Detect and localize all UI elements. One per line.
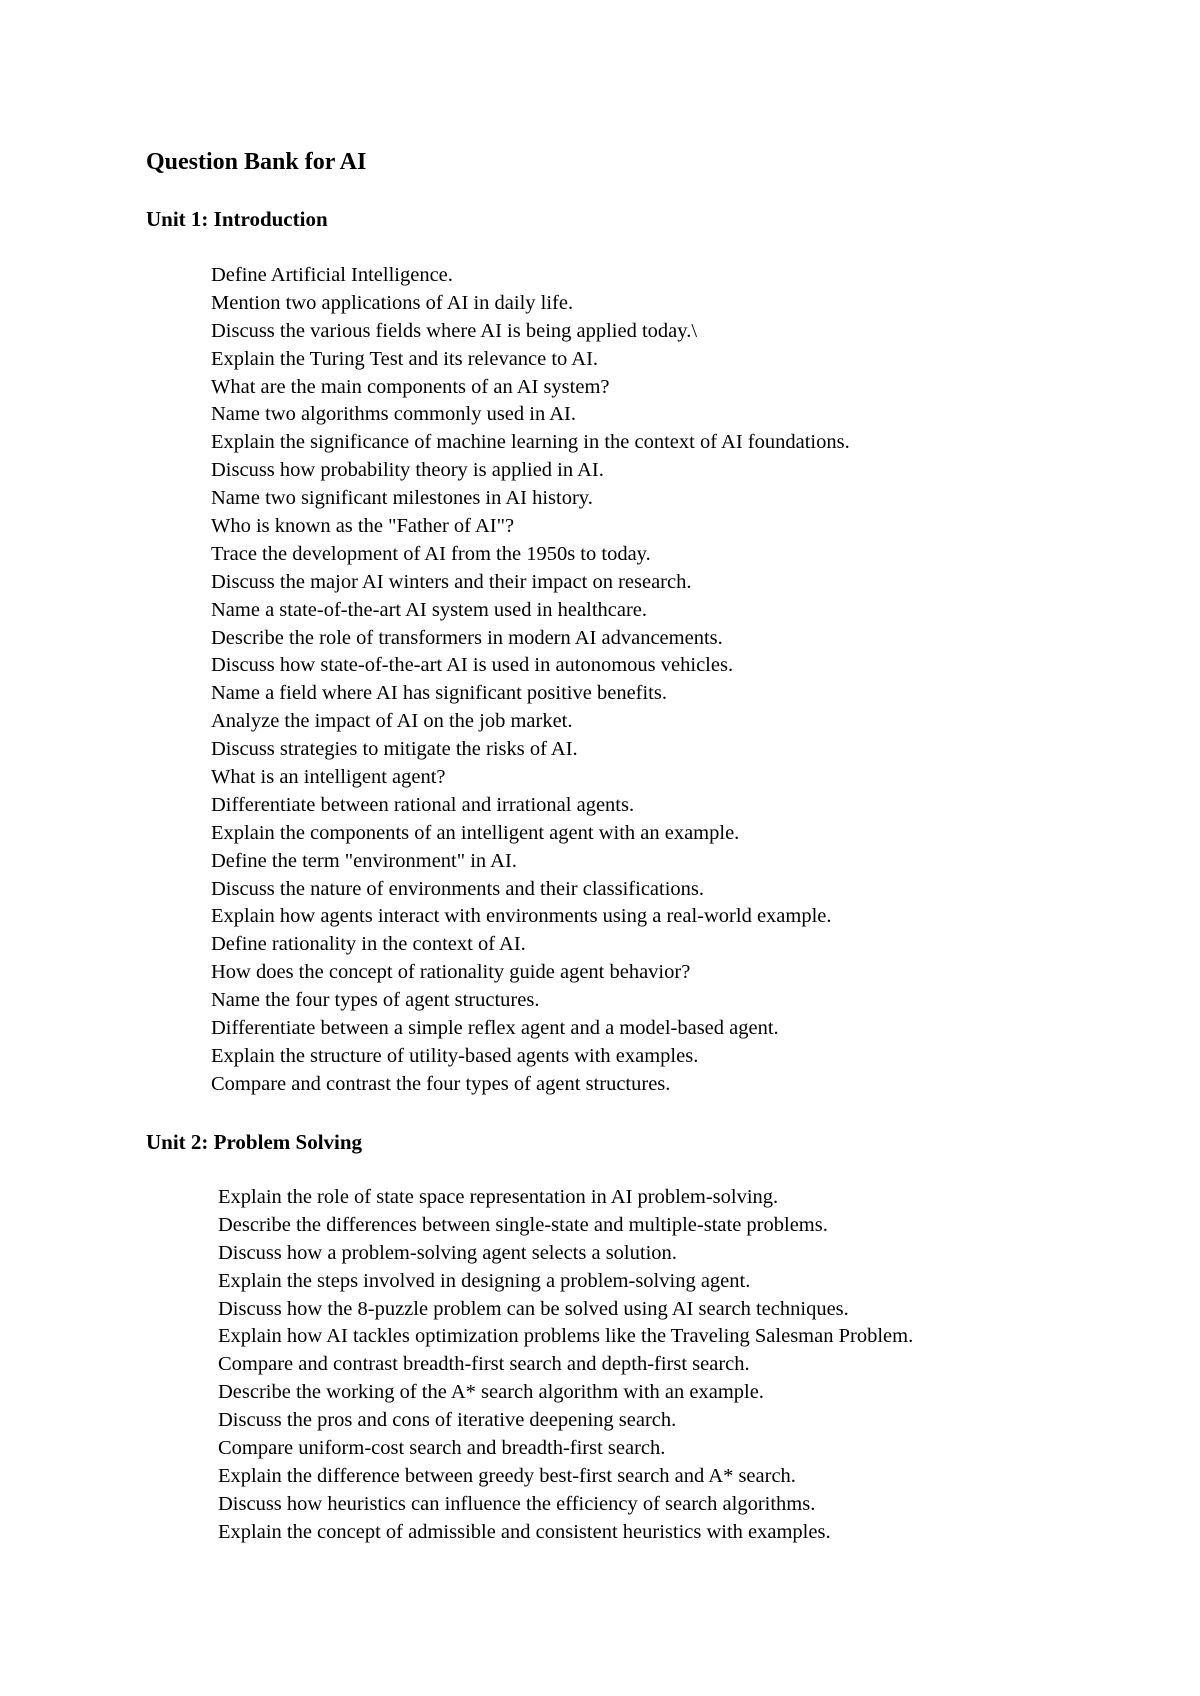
question-text: Analyze the impact of AI on the job market.	[211, 710, 573, 733]
question-text: Mention two applications of AI in daily life.	[211, 291, 574, 314]
question-text: Compare uniform-cost search and breadth-first search.	[218, 1437, 666, 1460]
question-text: Explain how AI tackles optimization problems like the Traveling Salesman Problem.	[218, 1325, 914, 1348]
question-text: Explain the significance of machine learning in the context of AI foundations.	[211, 431, 850, 454]
question-text: Discuss strategies to mitigate the risks of AI.	[211, 738, 578, 761]
question-text: Differentiate between a simple reflex agent and a model-based agent.	[211, 1017, 779, 1040]
question-text: Discuss how probability theory is applied in AI.	[211, 459, 604, 482]
question-text: Discuss the major AI winters and their impact on research.	[211, 570, 692, 593]
question-text: Discuss how a problem-solving agent selects a solution.	[218, 1241, 677, 1264]
question-text: Discuss the various fields where AI is being applied today.\	[211, 319, 698, 342]
question-text: Discuss how heuristics can influence the efficiency of search algorithms.	[218, 1492, 816, 1515]
question-text: Discuss how the 8-puzzle problem can be solved using AI search techniques.	[218, 1297, 849, 1320]
unit-heading-introduction: Unit 1: Introduction	[146, 207, 328, 231]
question-text: Trace the development of AI from the 1950s to today.	[211, 542, 651, 565]
question-text: Name a field where AI has significant positive benefits.	[211, 682, 667, 705]
document-title: Question Bank for AI	[146, 149, 367, 175]
question-text: What is an intelligent agent?	[211, 766, 446, 789]
question-text: Explain the Turing Test and its relevance to AI.	[211, 347, 599, 370]
question-text: Explain the components of an intelligent agent with an example.	[211, 821, 740, 844]
question-text: Name two significant milestones in AI history.	[211, 487, 593, 510]
question-text: Name a state-of-the-art AI system used in healthcare.	[211, 598, 648, 621]
question-text: Compare and contrast the four types of agent structures.	[211, 1072, 671, 1095]
question-text: Describe the differences between single-state and multiple-state problems.	[218, 1213, 828, 1236]
question-text: Explain the role of state space representation in AI problem-solving.	[218, 1186, 779, 1208]
question-text: Compare and contrast breadth-first search and depth-first search.	[218, 1353, 750, 1376]
question-text: Define the term "environment" in AI.	[211, 849, 517, 872]
question-text: Explain how agents interact with environments using a real-world example.	[211, 905, 832, 928]
unit-heading-problem-solving: Unit 2: Problem Solving	[146, 1130, 363, 1154]
question-text: Define Artificial Intelligence.	[211, 264, 453, 286]
question-text: Explain the difference between greedy best-first search and A* search.	[218, 1464, 796, 1487]
question-text: Name the four types of agent structures.	[211, 989, 540, 1012]
question-text: How does the concept of rationality guide agent behavior?	[211, 961, 691, 984]
question-text: Discuss the nature of environments and their classifications.	[211, 877, 705, 900]
question-text: Explain the concept of admissible and consistent heuristics with examples.	[218, 1520, 831, 1543]
question-text: Define rationality in the context of AI.	[211, 933, 526, 956]
question-text: Discuss the pros and cons of iterative deepening search.	[218, 1409, 677, 1432]
question-text: Name two algorithms commonly used in AI.	[211, 403, 576, 426]
question-text: Discuss how state-of-the-art AI is used in autonomous vehicles.	[211, 654, 734, 677]
question-text: Describe the role of transformers in modern AI advancements.	[211, 626, 723, 649]
question-text: Describe the working of the A* search algorithm with an example.	[218, 1381, 764, 1404]
question-text: Differentiate between rational and irrational agents.	[211, 793, 635, 816]
question-text: Who is known as the "Father of AI"?	[211, 515, 515, 538]
question-text: What are the main components of an AI system?	[211, 375, 610, 398]
question-text: Explain the steps involved in designing a problem-solving agent.	[218, 1269, 751, 1292]
question-text: Explain the structure of utility-based agents with examples.	[211, 1044, 699, 1067]
